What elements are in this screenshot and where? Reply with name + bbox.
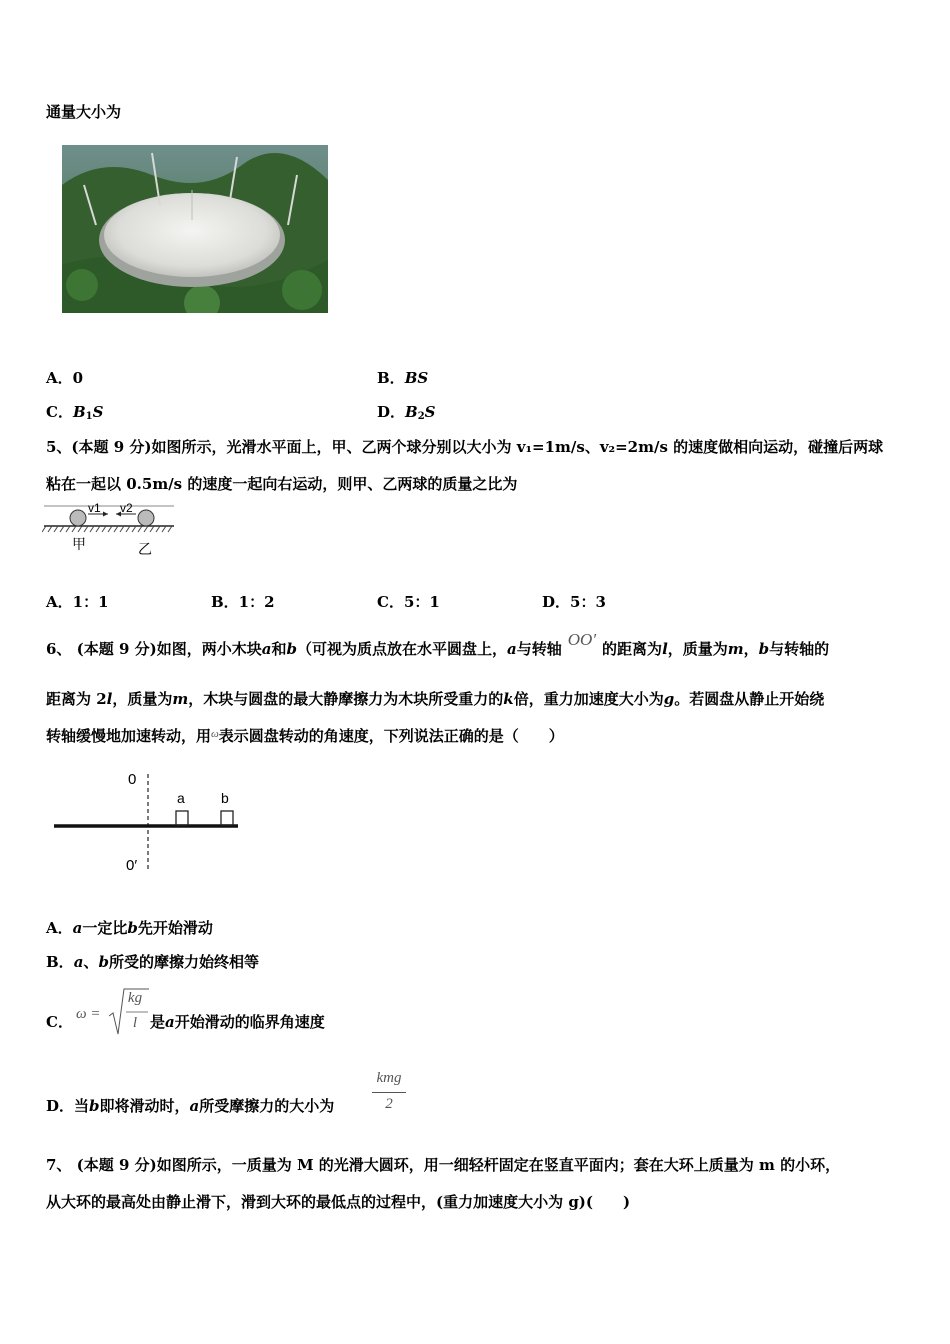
- ball2-label: 乙: [138, 542, 152, 558]
- q6-option-c-label: C．: [46, 1013, 73, 1031]
- option-text: 所受的摩擦力始终相等: [108, 953, 259, 971]
- option-subscript: 2: [417, 411, 425, 422]
- option-label: D．: [377, 403, 406, 421]
- option-text: 0: [72, 369, 84, 387]
- var-b: b: [89, 1097, 100, 1115]
- q6-text: 与转轴: [516, 640, 562, 658]
- q6-text: ，质量为: [667, 640, 728, 658]
- var-b: b: [127, 919, 138, 937]
- option-symbol: B: [72, 403, 86, 421]
- q6-text: 转轴缓慢地加速转动，用: [46, 727, 212, 745]
- option-text: 即将滑动时，: [99, 1097, 190, 1115]
- q5-option-d: D．5：3: [542, 593, 606, 611]
- q6-option-c-text: [150, 1012, 325, 1032]
- q6-text: ，质量为: [112, 690, 173, 708]
- q7-line1: 7、 (本题 9 分)如图所示，一质量为 M 的光滑大圆环，用一细轻杆固定在竖直平面内；套在大环上质量为 m 的小环，: [46, 1156, 841, 1174]
- q5-line2: 粘在一起以 0.5m/s 的速度一起向右运动，则甲、乙两球的质量之比为: [46, 475, 518, 493]
- q5-collision-figure: [42, 502, 176, 560]
- option-label: B．: [377, 369, 405, 387]
- var-b: b: [286, 640, 297, 658]
- var-l: l: [106, 690, 113, 708]
- sqrt-denominator: l: [132, 1015, 138, 1031]
- q4-option-a: [46, 368, 83, 388]
- var-m: m: [727, 640, 744, 658]
- q5-option-b: B．1：2: [211, 593, 275, 611]
- option-text: 当: [74, 1097, 90, 1115]
- var-m: m: [172, 690, 189, 708]
- fraction-bar: [372, 1092, 406, 1093]
- option-text: BS: [404, 369, 429, 387]
- option-text: 一定比: [82, 919, 128, 937]
- var-a: a: [507, 640, 517, 658]
- var-b: b: [758, 640, 770, 658]
- option-label: C．: [46, 403, 73, 421]
- block-b: [221, 811, 233, 825]
- q6-text: ，: [743, 640, 759, 658]
- q6-text: 与转轴的: [769, 640, 830, 658]
- q6-text: 表示圆盘转动的角速度，下列说法正确的是（ ）: [218, 727, 564, 745]
- block-a-label: a: [177, 790, 185, 806]
- option-label: B．: [46, 953, 74, 971]
- option-text: 开始滑动的临界角速度: [174, 1013, 325, 1031]
- var-a: a: [165, 1013, 175, 1031]
- block-b-label: b: [221, 790, 229, 806]
- option-text: 所受摩擦力的大小为: [199, 1097, 335, 1115]
- v2-label: v2: [120, 502, 133, 515]
- q4-option-c: [46, 402, 103, 427]
- ball-jia: [70, 510, 86, 526]
- q6-line3: [46, 726, 564, 748]
- q6-text: 距离为 2: [46, 690, 107, 708]
- v1-label: v1: [88, 502, 101, 515]
- option-text: 、: [83, 953, 99, 971]
- option-symbol: B: [405, 403, 418, 421]
- option-symbol-tail: S: [92, 403, 104, 421]
- option-subscript: 1: [85, 411, 93, 422]
- ball-yi: [138, 510, 154, 526]
- q6-text: 和: [271, 640, 287, 658]
- var-b: b: [98, 953, 109, 971]
- axis-top-label: 0: [128, 771, 137, 788]
- q5-line1: 5、(本题 9 分)如图所示，光滑水平面上，甲、乙两个球分别以大小为 v₁=1m/s、v₂=2m/s 的速度做相向运动，碰撞后两球: [46, 438, 884, 456]
- axis-symbol: OO′: [567, 630, 597, 649]
- var-a: a: [73, 953, 84, 971]
- q5-option-c: C．5：1: [377, 593, 440, 611]
- option-text: 先开始滑动: [137, 919, 213, 937]
- q6-line1: [46, 630, 830, 659]
- telescope-photo: [62, 145, 328, 313]
- q6-text: ，木块与圆盘的最大静摩擦力为木块所受重力的: [188, 690, 504, 708]
- q6-text: 6、 (本题 9 分)如图，两小木块: [46, 640, 262, 658]
- q6-option-a: [46, 918, 213, 938]
- var-a: a: [72, 919, 83, 937]
- q6-disk-figure: [50, 762, 250, 878]
- var-g: g: [663, 690, 675, 708]
- var-k: k: [503, 690, 514, 708]
- option-text: 是: [150, 1013, 166, 1031]
- ball1-label: 甲: [72, 537, 86, 553]
- fraction-numerator: kmg: [376, 1070, 402, 1086]
- option-label: A．: [46, 369, 73, 387]
- q4-option-d: [377, 402, 436, 427]
- q6-text: 的距离为: [602, 640, 663, 658]
- fraction-denominator: 2: [385, 1096, 393, 1112]
- option-label: D．: [46, 1097, 75, 1115]
- q6-text: 倍，重力加速度大小为: [513, 690, 664, 708]
- q5-option-a: A．1：1: [46, 593, 109, 611]
- block-a: [176, 811, 188, 825]
- option-symbol-tail: S: [424, 403, 436, 421]
- var-l: l: [662, 640, 668, 658]
- formula-lhs: ω =: [76, 1006, 101, 1022]
- q6-line2: [46, 689, 824, 709]
- option-label: A．: [46, 919, 73, 937]
- q6-option-b: [46, 952, 259, 972]
- q4-option-b: [377, 368, 428, 388]
- q6-text: （可视为质点放在水平圆盘上，: [297, 640, 508, 658]
- sqrt-numerator: kg: [127, 990, 143, 1006]
- axis-bottom-label: 0′: [126, 857, 138, 874]
- var-a: a: [261, 640, 272, 658]
- q7-line2: 从大环的最高处由静止滑下，滑到大环的最低点的过程中，(重力加速度大小为 g)( ): [46, 1193, 631, 1211]
- q6-text: 。若圆盘从静止开始绕: [674, 690, 825, 708]
- intro-text: 通量大小为: [46, 103, 122, 121]
- q6-option-d: [46, 1096, 334, 1116]
- omega-symbol: ω: [211, 728, 219, 740]
- var-a: a: [189, 1097, 200, 1115]
